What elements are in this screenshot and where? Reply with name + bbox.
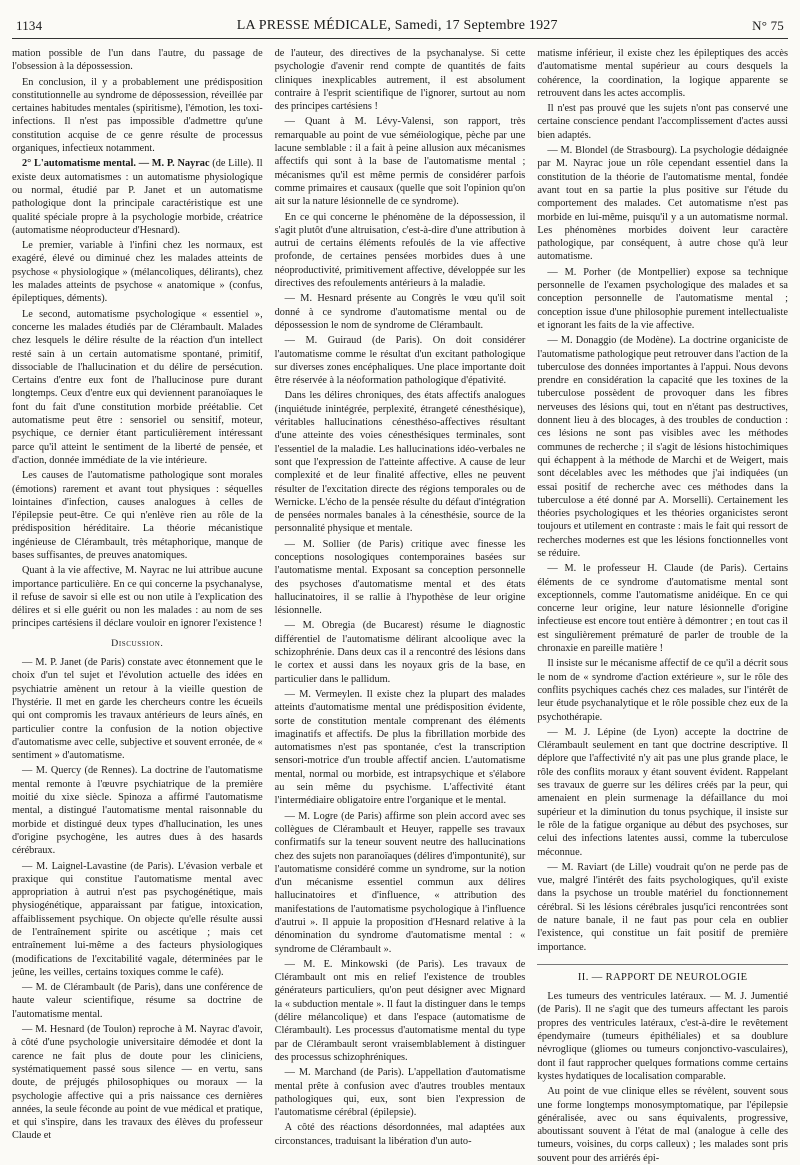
page-number: 1134 (16, 18, 43, 33)
paragraph: — M. de Clérambault (de Paris), dans une conférence de haute valeur scientifique, résume sa doctrine de l'automatisme mental. (12, 982, 263, 1020)
paragraph: — M. Laignel-Lavastine (de Paris). L'évasion verbale et praxique qui constitue l'automatisme mental avec appropriation à autrui n'est pas psychogénétique, mais physiogénétique, apparaissant par fatigue, intoxication, affaiblissement psychique. On objecte qu'elle résulte aussi de l'entraînement spirite ou ascétique ; mais cet entraînement lui-même a des facteurs physiologiques (modifications de l'excitabilité vagale, déterminées par le jeûne, les veilles, certains toxiques comme le café). (12, 860, 263, 978)
journal-title: LA PRESSE MÉDICALE, Samedi, 17 Septembre 1927 (236, 18, 558, 33)
section-title-neurologie: II. — RAPPORT DE NEUROLOGIE (577, 971, 748, 983)
paragraph: — M. Guiraud (de Paris). On doit considérer l'automatisme comme le résultat d'un excitant pathologique sur diverses zones encéphaliques. Une place importante doit être réservée à la néoformation pathologique d'épativité. (274, 335, 526, 387)
text-columns (12, 47, 788, 1164)
column-3 (537, 47, 788, 1164)
paragraph: — M. Hesnard (de Toulon) reproche à M. Nayrac d'avoir, à côté d'une psychologie universitaire démodée et dont la carence ne fait plus de doute pour les cliniciens, systématiquement passé sous silence — en vertu, sans doute, de préjugés philosophiques ou moraux — la psychologie affective qui a pris naissance ces dernières années, la seule féconde au point de vue médical et pratique, et qui s'inspire, dans les travaux des élèves du professeur Claude et (12, 1024, 263, 1142)
paragraph: Il insiste sur le mécanisme affectif de ce qu'il a décrit sous le nom de « syndrome d'action extérieure », sur le rôle des conflits psychiques cachés chez ces malades, sur l'intérêt de leur étude psychanalytique et le rôle possible chez eux de la psychothérapie. (537, 658, 788, 723)
paragraph: mation possible de l'un dans l'autre, du passage de l'obsession à la dépossession. (12, 48, 263, 73)
paragraph: — M. Marchand (de Paris). L'appellation d'automatisme mental prête à confusion avec d'autres troubles mentaux pathologiques qui, eux, sont bien l'expression de l'automatisme cérébral (épilepsie). (274, 1067, 526, 1119)
section-divider (537, 964, 788, 965)
paragraph: — M. Raviart (de Lille) voudrait qu'on ne perde pas de vue, malgré l'intérêt des faits psychologiques, qu'il existe dans la psychose un trouble matériel du fonctionnement cérébral. Si les lésions cérébrales jusqu'ici rencontrées sont de nature banale, il ne faut pas pour cela en oublier l'existence, qui constitue un fait positif de première importance. (537, 861, 788, 953)
paragraph: — M. Obregia (de Bucarest) résume le diagnostic différentiel de l'automatisme délirant alcoolique avec la schizophrénie. Dans deux cas il a rencontré des lésions dans le cortex et aussi dans les noyaux gris de la base, en particulier dans le pallidum. (274, 620, 526, 685)
issue-number: N° 75 (752, 18, 784, 33)
paragraph: Il n'est pas prouvé que les sujets n'ont pas conservé une certaine conscience pendant l'accomplissement d'actes aussi bien adaptés. (537, 103, 788, 141)
paragraph: de l'auteur, des directives de la psychanalyse. Si cette psychologie d'avenir rend compte de quantités de faits cliniques inexplicables autrement, il est absolument contraire à l'esprit scientifique de l'ignorer, surtout au nom des principes cartésiens ! (274, 48, 526, 113)
paragraph: A côté des réactions désordonnées, mal adaptées aux circonstances, traduisant la libération d'un auto- (274, 1122, 526, 1147)
column-1 (12, 47, 263, 1142)
discussion-heading: Discussion. (111, 637, 164, 649)
paragraph: — M. Blondel (de Strasbourg). La psychologie dédaignée par M. Nayrac joue un rôle cependant essentiel dans la constitution de la théorie de l'automatisme mental, fondée avant tout en sa partie la plus positive sur l'étude du comportement des malades. Cet automatisme n'est pas morbide en lui-même, puisqu'il y a un automatisme normal. Les phénomènes morbides doivent leur caractère pathologique, par conséquent, à autre chose qu'à leur automatisme. (537, 145, 788, 263)
column-2 (274, 47, 526, 1147)
paragraph: — M. Donaggio (de Modène). La doctrine organiciste de l'automatisme pathologique peut retrouver dans l'action de la tuberculose des données importantes à l'appui. Nous devons prendre en considération la capacité que les toxines de la tuberculose possèdent de provoquer dans les fibres nerveuses des lésions qui, tout en n'étant pas destructives, donnent lieu à des blocages, à des troubles de conduction : ces lésions ne sont pas visibles avec les méthodes communes de recherche ; il s'agit de lésions histochimiques qui échappent à la méthode de Marchi et de Weigert, mais sont décelables avec les méthodes que j'ai indiquées (un essai positif de recherche avec ces méthodes dans la tuberculose a été donné par A. Morselli). Certainement les théories psychologiques et les théories organicistes seront toujours et utilement en contraste : mais le fait qui ressort de recherches modernes est que les lésions fonctionnelles vont se réduire. (537, 335, 788, 559)
paragraph: Le second, automatisme psychologique « essentiel », concerne les malades étudiés par de Clérambault. Malades chez lesquels le délire résulte de la réaction d'un intellect resté sain à un certain automatisme spontané, primitif, dissociable de l'hallucination et du délire de persécution. Certains d'entre eux font de l'hallucinose pure durant longtemps. Ceux d'entre eux qui deviennent paranoïaques le font du fait d'une constitution morbide préétablie. Cet automatisme peut être : sensoriel ou sensitif, moteur, psychique, ce dernier étant particulièrement intéressant parce qu'il atteint le sentiment de la liberté de pensée, et d'action, donnée immédiate de la vie intérieure. (12, 308, 263, 466)
paragraph: — M. E. Minkowski (de Paris). Les travaux de Clérambault ont mis en relief l'existence de troubles générateurs particuliers, qu'on peut désigner avec Mignard la « subduction mentale ». Il faut la distinguer dans le temps (délire mélancolique) et dans l'espace (automatisme de Clérambault). Les processus d'automatisme mental du type par de Clérambault seront vraisemblablement à distinguer des processus schizophréniques. (274, 958, 526, 1063)
page-header (12, 18, 788, 39)
paragraph: Quant à la vie affective, M. Nayrac ne lui attribue aucune importance particulière. En ce qui concerne la psychanalyse, il refuse de savoir si elle est ou non utile à l'explication des délires et si elle guérit ou non les malades : au nom de ses principes cartésiens il déclare vouloir en ignorer l'existence ! (12, 565, 263, 630)
paragraph: En ce qui concerne le phénomène de la dépossession, il s'agit plutôt d'une altruisation, c'est-à-dire d'une attribution à autrui de certains éléments refoulés de la vie affective profonde, de certaines pensées morbides dues à une néoproductivité, primitivement affective, développée sur les directives des refoulements antérieurs à la maladie. (274, 211, 526, 290)
paragraph: Les tumeurs des ventricules latéraux. — M. J. Jumentié (de Paris). Il ne s'agit que des tumeurs affectant les parois propres des ventricules latéraux, c'est-à-dire le revêtement épendymaire (tumeurs épithéliales) et sa doublure névroglique (gliomes ou tumeurs conjonctivo-vasculaires), dont il faut rapprocher quelques formations comme certains kystes hydatiques de localisation comparable. (537, 991, 788, 1082)
paragraph: — M. le professeur H. Claude (de Paris). Certains éléments de ce syndrome d'automatisme mental sont exceptionnels, comme l'automatisme anidéique. En ce qui concerne leur origine, leur nature lésionnelle d'origine infectieuse est encore tout entière à démontrer ; en tout cas il est singulièrement prématuré de parler de trouble de la chronaxie en pareille matière ! (537, 563, 788, 655)
paragraph (12, 157, 263, 237)
paragraph: — M. Vermeylen. Il existe chez la plupart des malades atteints d'automatisme mental une prédisposition évidente, sorte de constitution mentale comprenant des éléments imaginatifs et affectifs. De plus la fibrillation morbide des automatismes n'est pas spontanée, c'est la transcription sensori-motrice d'un trouble affectif ancien. L'automatisme mental, normal ou morbide, est intrapsychique et s'élabore au sein même du psychisme. L'affectivité étant l'intermédiaire obligatoire entre l'organique et le mental. (274, 688, 526, 807)
paragraph: En conclusion, il y a probablement une prédisposition constitutionnelle au syndrome de dépossession, réveillée par certaines habitudes mentales (spiritisme), l'émotion, les toxi-infections. Il n'est pas impossible d'admettre qu'une constitution acquise de ce genre résulte de processus organiques, infectieux notamment. (12, 76, 263, 155)
paragraph: — M. Hesnard présente au Congrès le vœu qu'il soit donné à ce syndrome d'automatisme mental ou de dépossession le nom de syndrome de Clérambault. (274, 293, 526, 331)
paragraph: matisme inférieur, il existe chez les épileptiques des accès d'automatisme mental supérieur au cours desquels la cohérence, la coordination, la logique apparente se retrouvent dans les actes accomplis. (537, 48, 788, 99)
paragraph: — M. J. Lépine (de Lyon) accepte la doctrine de Clérambault seulement en tant que doctrine descriptive. Il déplore que l'affectivité n'y ait pas une plus grande place, le rôle des conflits moraux y étant souvent évident. Rappelant ses travaux de guerre sur les délires créés par la peur, qui amenaient en plein surmenage la défaillance du moi supérieur et la diminution du tonus psychique, il insiste sur le rôle de la fatigue organique au début des psychoses, sur celui des infections latentes aussi, comme la tuberculose méconnue. (537, 726, 788, 858)
paragraph: — M. Logre (de Paris) affirme son plein accord avec ses collègues de Clérambault et Heuyer, rappelle ses travaux confirmatifs sur la teneur souvent neutre des hallucinations chez des sujets non paranoïaques (délires d'impontunité), sur l'automatisme considéré comme un syndrome, sur la notion d'un mécanisme essentiel commun aux délires hallucinatoires et d'influence, « attribution des manifestations de l'automatisme psychologique à l'influence d'autrui ». Il appuie la proposition d'Hesnard relative à la dénomination du syndrome d'automatisme mental : « syndrome de Clérambault ». (274, 810, 526, 955)
paragraph: — M. P. Janet (de Paris) constate avec étonnement que le choix d'un tel sujet et l'évolution actuelle des idées en psychiatrie amènent un retour à la vieille question de l'hystérie. Il met en garde les chercheurs contre les écueils qui ont compromis les travaux antérieurs de leurs aînés, en particulier contre la confusion de la notion objective d'automatisme avec celle, subjective et souvent erronée, de « sentiment » d'automatisme. (12, 657, 263, 762)
paragraph: — M. Quercy (de Rennes). La doctrine de l'automatisme mental remonte à l'œuvre psychiatrique de la première moitié du xixe siècle. Spinoza a affirmé l'automatisme mental, a distingué l'automatisme mental raisonnable du morbide et distingué deux types d'hallucination, les unes d'origine psychogène, les autres dues à des hasards cérébraux. (12, 765, 263, 857)
paragraph: — Quant à M. Lévy-Valensi, son rapport, très remarquable au point de vue séméiologique, pèche par une lacune semblable : il a fait à peine allusion aux mécanismes affectifs qui sont à la base de l'automatisme mental ; mécanismes qu'il est même permis de considérer parfois comme primaires et causaux (quelle que soit l'opinion qu'on ait sur la nature lésionnelle de ce syndrome). (274, 116, 526, 208)
paragraph-text: (de Lille). Il existe deux automatismes : un automatisme physiologique ou normal, étudié par P. Janet et un automatisme pathologique dont la principale caractéristique est une qualité spéciale propre à la psychologie morbide, créatrice (automatisme néoproducteur d'Hesnard). (12, 158, 263, 236)
paragraph: Dans les délires chroniques, des états affectifs analogues (inquiétude inintégrée, perplexité, étrangeté cénesthésique), véritables hallucinations cénesthéso-affectives résultant d'une atteinte des voies cénesthésiques terminales, sont l'essentiel de la maladie. Les hallucinations idéo-verbales ne sont que l'expression de l'atteinte affective. A cause de leur complexité et de leur finalité affective, elles ne peuvent résulter de l'excitation directe des régions temporales ou de Wernicke. L'écho de la pensée résulte du défaut d'intégration de pensées normales banales à la cénesthésie, source de la personnalité physique et mentale. (274, 390, 526, 535)
paragraph: Les causes de l'automatisme pathologique sont morales (émotions) rarement et avant tout physiques : séquelles lointaines d'infection, causes analogues à celles de l'épilepsie peut-être. Ce qui n'enlève rien au rôle de la prédisposition héréditaire. La théorie mécanistique ingénieuse de Clérambault, très métaphorique, manque de bases suffisantes, de preuves anatomiques. (12, 470, 263, 561)
paragraph: Le premier, variable à l'infini chez les normaux, est exagéré, élevé ou diminué chez les malades atteints de psychose « physiologique » (mélancoliques, délirants), chez les malades atteints de psychose « anatomique » (confus, épileptiques, déments). (12, 240, 263, 305)
paragraph: — M. Porher (de Montpellier) expose sa technique personnelle de l'examen psychologique des malades et sa conception personnelle de l'automatisme mental ; conception issue d'une philosophie purement intellectualiste et ignorant les faits de la vie affective. (537, 266, 788, 331)
paragraph: — M. Sollier (de Paris) critique avec finesse les conceptions nosologiques contemporaines basées sur l'automatisme mental. Exposant sa conception personnelle des psychoses d'automatisme mental et des états hallucinatoires, il se rallie à l'hypothèse de leur origine lésionnelle. (274, 538, 526, 617)
section-heading: 2° L'automatisme mental. — M. P. Nayrac (22, 158, 210, 170)
paragraph: Au point de vue clinique elles se révèlent, souvent sous une forme longtemps monosymptomatique, par l'épilepsie généralisée, avec ou sans équivalents, progressive, aboutissant souvent à l'état de mal (analogue à celle des tumeurs, voisines, du corps calleux) ; les malades sont pris souvent pour des arriérés épi- (537, 1086, 788, 1164)
